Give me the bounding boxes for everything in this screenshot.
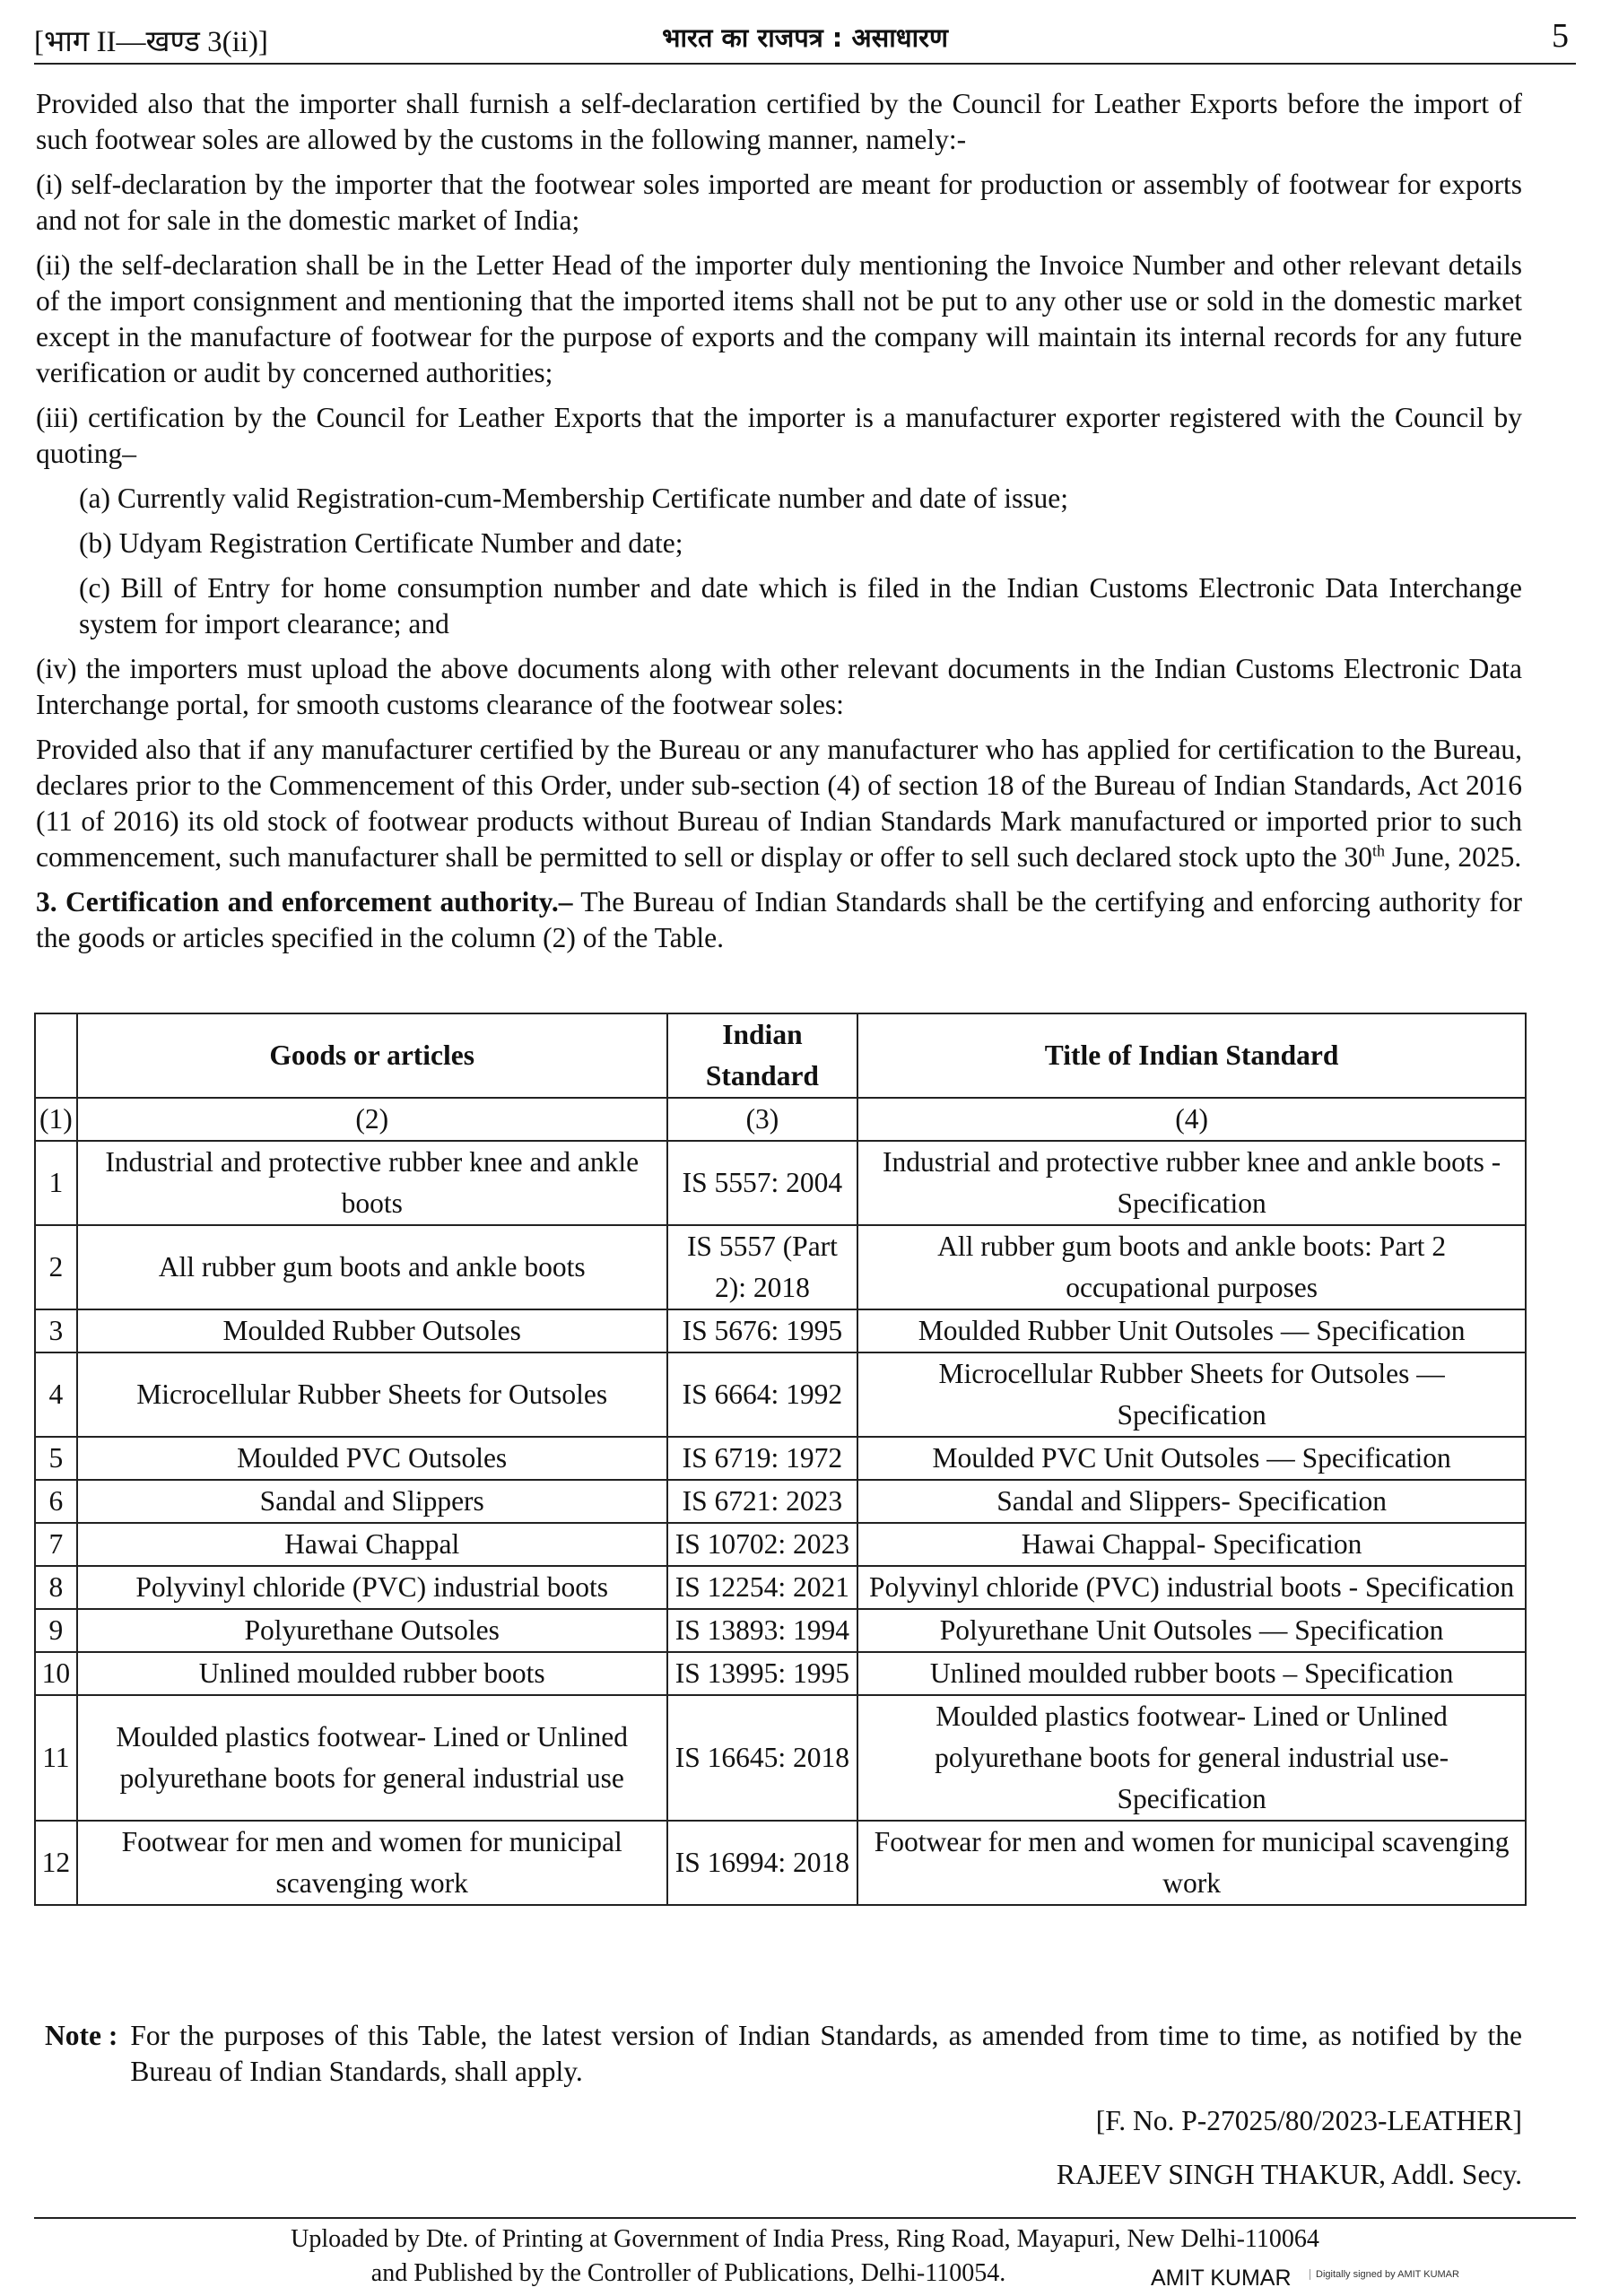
clause-iv: (iv) the importers must upload the above documents along with other relevant documents in the Indian Customs Electronic Data Interchange portal, for smooth customs clearance of the footwear soles: [36, 653, 1522, 720]
clause-iii: (iii) certification by the Council for Leather Exports that the importer is a manufacturer exporter registered with the Council by quoting– [36, 402, 1522, 469]
standards-table [34, 1013, 1527, 1906]
title-cell: Polyvinyl chloride (PVC) industrial boots - Specification [857, 1566, 1526, 1609]
digital-signature-name: AMIT KUMAR [1151, 2266, 1292, 2291]
file-number: [F. No. P-27025/80/2023-LEATHER] [1095, 2105, 1522, 2136]
standard-cell: IS 13995: 1995 [667, 1652, 858, 1695]
header-cell: Goods or articles [77, 1013, 667, 1098]
row-number-cell: 5 [35, 1437, 77, 1480]
row-number-cell: 10 [35, 1652, 77, 1695]
table-row [35, 1523, 1526, 1566]
goods-cell: Microcellular Rubber Sheets for Outsoles [77, 1352, 667, 1437]
row-number-cell: 7 [35, 1523, 77, 1566]
header-cell: Title of Indian Standard [857, 1013, 1526, 1098]
goods-cell: Polyvinyl chloride (PVC) industrial boots [77, 1566, 667, 1609]
goods-cell: Industrial and protective rubber knee and ankle boots [77, 1141, 667, 1225]
title-cell: Sandal and Slippers- Specification [857, 1480, 1526, 1523]
title-cell: Microcellular Rubber Sheets for Outsoles — Specification [857, 1352, 1526, 1437]
table-row [35, 1141, 1526, 1225]
footer-line-2: and Published by the Controller of Publications, Delhi-110054. [370, 2259, 1006, 2287]
standard-cell: IS 6719: 1972 [667, 1437, 858, 1480]
table-row [35, 1609, 1526, 1652]
numbering-cell: (4) [857, 1098, 1526, 1141]
table-body [35, 1141, 1526, 1905]
goods-cell: Moulded PVC Outsoles [77, 1437, 667, 1480]
numbering-cell: (1) [35, 1098, 77, 1141]
gazette-title: भारत का राजपत्र : असाधारण [662, 22, 948, 53]
title-cell: Unlined moulded rubber boots – Specification [857, 1652, 1526, 1695]
table-row [35, 1352, 1526, 1437]
title-cell: Polyurethane Unit Outsoles — Specification [857, 1609, 1526, 1652]
title-cell: All rubber gum boots and ankle boots: Part 2 occupational purposes [857, 1225, 1526, 1309]
clause-i: (i) self-declaration by the importer that the footwear soles imported are meant for production or assembly of footwear for exports and not for sale in the domestic market of India; [36, 169, 1522, 236]
goods-cell: Polyurethane Outsoles [77, 1609, 667, 1652]
standard-cell: IS 13893: 1994 [667, 1609, 858, 1652]
table-note [45, 2018, 1522, 2090]
table-row [35, 1566, 1526, 1609]
footer-line-1: Uploaded by Dte. of Printing at Government of India Press, Ring Road, Mayapuri, New Delhi-110064 [291, 2225, 1319, 2253]
row-number-cell: 4 [35, 1352, 77, 1437]
table-row [35, 1652, 1526, 1695]
ordinal-suffix: th [1371, 841, 1385, 860]
proviso-stock-paragraph [36, 732, 1522, 875]
row-number-cell: 1 [35, 1141, 77, 1225]
section-3-text: The Bureau of Indian Standards shall be the certifying and enforcing authority for the goods or articles specified in the column (2) of the Table. [36, 886, 1522, 953]
proviso-paragraph: Provided also that the importer shall furnish a self-declaration certified by the Council for Leather Exports before the import of such footwear soles are allowed by the customs in the following manner, namely:- [36, 88, 1522, 155]
standard-cell: IS 5557: 2004 [667, 1141, 858, 1225]
title-cell: Moulded Rubber Unit Outsoles — Specification [857, 1309, 1526, 1352]
section-3-paragraph [36, 884, 1522, 956]
page-header [34, 13, 1576, 65]
table-row [35, 1437, 1526, 1480]
standard-cell: IS 16645: 2018 [667, 1695, 858, 1821]
standard-cell: IS 16994: 2018 [667, 1821, 858, 1905]
row-number-cell: 3 [35, 1309, 77, 1352]
digital-signature-note: Digitally signed by AMIT KUMAR [1310, 2269, 1459, 2280]
clause-ii: (ii) the self-declaration shall be in the Letter Head of the importer duly mentioning the Invoice Number and other relevant details of the import consignment and mentioning that the imported items shall not be put to any other use or sold in the domestic market except in the manufacture of footwear for the purpose of exports and the company will maintain its internal records for any future verification or audit by concerned authorities; [36, 249, 1522, 388]
row-number-cell: 11 [35, 1695, 77, 1821]
goods-cell: Moulded plastics footwear- Lined or Unlined polyurethane boots for general industrial use [77, 1695, 667, 1821]
row-number-cell: 12 [35, 1821, 77, 1905]
goods-cell: Hawai Chappal [77, 1523, 667, 1566]
title-cell: Industrial and protective rubber knee and ankle boots - Specification [857, 1141, 1526, 1225]
row-number-cell: 2 [35, 1225, 77, 1309]
goods-cell: All rubber gum boots and ankle boots [77, 1225, 667, 1309]
title-cell: Hawai Chappal- Specification [857, 1523, 1526, 1566]
row-number-cell: 9 [35, 1609, 77, 1652]
goods-cell: Footwear for men and women for municipal scavenging work [77, 1821, 667, 1905]
sub-clause-b: (b) Udyam Registration Certificate Number and date; [79, 527, 683, 559]
title-cell: Moulded plastics footwear- Lined or Unlined polyurethane boots for general industrial use-Specification [857, 1695, 1526, 1821]
numbering-cell: (3) [667, 1098, 858, 1141]
page-number: 5 [1552, 17, 1569, 55]
section-3-heading: 3. Certification and enforcement authority.– [36, 886, 573, 918]
table-row [35, 1695, 1526, 1821]
proviso-stock-end: June, 2025. [1384, 841, 1522, 873]
signatory: RAJEEV SINGH THAKUR, Addl. Secy. [1056, 2159, 1522, 2190]
document-body [36, 86, 1522, 965]
note-label: Note : [45, 2020, 118, 2051]
table-row [35, 1480, 1526, 1523]
goods-cell: Unlined moulded rubber boots [77, 1652, 667, 1695]
row-number-cell: 6 [35, 1480, 77, 1523]
row-number-cell: 8 [35, 1566, 77, 1609]
header-cell [35, 1013, 77, 1098]
proviso-stock-text: Provided also that if any manufacturer certified by the Bureau or any manufacturer who has applied for certification to the Bureau, declares prior to the Commencement of this Order, under sub-section (4) of section 18 of the Bureau of Indian Standards, Act 2016 (11 of 2016) its old stock of footwear products without Bureau of Indian Standards Mark manufactured or imported prior to such commencement, such manufacturer shall be permitted to sell or display or offer to sell such declared stock upto the 30 [36, 734, 1522, 873]
standard-cell: IS 6664: 1992 [667, 1352, 858, 1437]
table-numbering-row [35, 1098, 1526, 1141]
numbering-cell: (2) [77, 1098, 667, 1141]
standard-cell: IS 10702: 2023 [667, 1523, 858, 1566]
standard-cell: IS 12254: 2021 [667, 1566, 858, 1609]
table-row [35, 1225, 1526, 1309]
sub-clause-a: (a) Currently valid Registration-cum-Membership Certificate number and date of issue; [79, 483, 1069, 514]
goods-cell: Sandal and Slippers [77, 1480, 667, 1523]
part-section-label: [भाग II—खण्ड 3(ii)] [34, 26, 268, 58]
table-row [35, 1821, 1526, 1905]
table-row [35, 1309, 1526, 1352]
goods-cell: Moulded Rubber Outsoles [77, 1309, 667, 1352]
title-cell: Moulded PVC Unit Outsoles — Specification [857, 1437, 1526, 1480]
standard-cell: IS 5557 (Part 2): 2018 [667, 1225, 858, 1309]
standard-cell: IS 6721: 2023 [667, 1480, 858, 1523]
standard-cell: IS 5676: 1995 [667, 1309, 858, 1352]
table-header-row [35, 1013, 1526, 1098]
note-text: For the purposes of this Table, the latest version of Indian Standards, as amended from time to time, as notified by the Bureau of Indian Standards, shall apply. [130, 2020, 1522, 2087]
header-cell: Indian Standard [667, 1013, 858, 1098]
title-cell: Footwear for men and women for municipal scavenging work [857, 1821, 1526, 1905]
sub-clause-c: (c) Bill of Entry for home consumption number and date which is filed in the Indian Customs Electronic Data Interchange system for import clearance; and [79, 572, 1522, 639]
